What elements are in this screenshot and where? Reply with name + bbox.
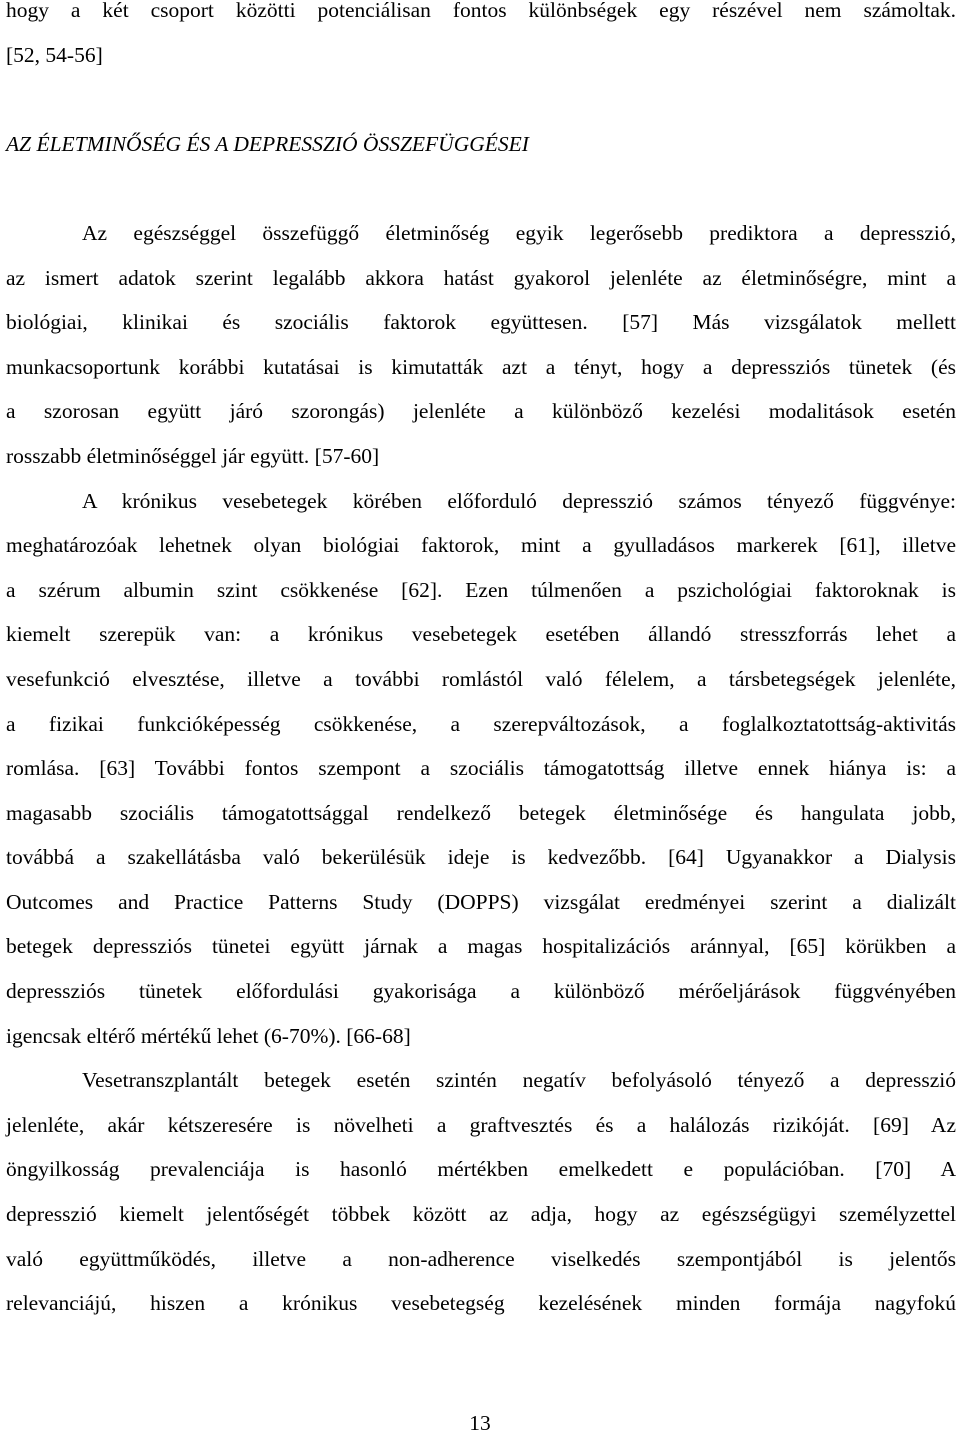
text-line: öngyilkosság prevalenciája is hasonló mértékben emelkedett e populációban. [70] A [6,1157,956,1182]
paragraph-chronic-kidney-depression [6,479,956,1059]
text-line: hogy a két csoport közötti potenciálisan fontos különbségek egy részével nem számoltak. [6,0,956,22]
text-line: a szorosan együtt járó szorongás) jelenléte a különböző kezelési modalitások esetén [6,399,956,424]
text-line: betegek depressziós tünetei együtt járnak a magas hospitalizációs aránnyal, [65] körükben a [6,934,956,959]
text-line: továbbá a szakellátásba való bekerülésük ideje is kedvezőbb. [64] Ugyanakkor a Dialysis [6,845,956,870]
text-line: Outcomes and Practice Patterns Study (DOPPS) vizsgálat eredményei szerint a dializált [6,889,956,914]
page-number: 13 [469,1411,491,1435]
text-line: való együttműködés, illetve a non-adherence viselkedés szempontjából is jelentős [6,1246,956,1271]
text-line: munkacsoportunk korábbi kutatásai is kimutatták azt a tényt, hogy a depressziós tünetek (és [6,354,956,379]
text-line: relevanciájú, hiszen a krónikus vesebetegség kezelésének minden formája nagyfokú [6,1291,956,1316]
text-line: a fizikai funkcióképesség csökkenése, a szerepváltozások, a foglalkoztatottság-aktivitás [6,711,956,736]
text-line: igencsak eltérő mértékű lehet (6-70%). [66-68] [6,1023,411,1048]
text-line: a szérum albumin szint csökkenése [62]. Ezen túlmenően a pszichológiai faktoroknak is [6,577,956,602]
text-line: kiemelt szerepük van: a krónikus vesebetegek esetében állandó stresszforrás lehet a [6,622,956,647]
text-line: rosszabb életminőséggel jár együtt. [57-60] [6,443,380,468]
text-line: magasabb szociális támogatottsággal rendelkező betegek életminősége és hangulata jobb, [6,800,956,825]
text-line: az ismert adatok szerint legalább akkora hatást gyakorol jelenléte az életminőségre, mint a [6,265,956,290]
text-line: Az egészséggel összefüggő életminőség egyik legerősebb prediktora a depresszió, [82,220,956,245]
text-line: vesefunkció elvesztése, illetve a további romlástól való félelem, a társbetegségek jelenléte, [6,666,956,691]
text-line: Vesetranszplantált betegek esetén szintén negatív befolyásoló tényező a depresszió [82,1068,956,1093]
section-heading: AZ ÉLETMINŐSÉG ÉS A DEPRESSZIÓ ÖSSZEFÜGGÉSEI [6,131,529,156]
opening-paragraph [6,0,956,77]
text-line: [52, 54-56] [6,42,103,67]
text-line: biológiai, klinikai és szociális faktorok együttesen. [57] Más vizsgálatok mellett [6,310,956,335]
text-line: meghatározóak lehetnek olyan biológiai faktorok, mint a gyulladásos markerek [61], illetve [6,533,956,558]
text-line: A krónikus vesebetegek körében előforduló depresszió számos tényező függvénye: [82,488,956,513]
paragraph-transplant-depression [6,1058,956,1326]
text-line: romlása. [63] További fontos szempont a szociális támogatottság illetve ennek hiánya is: a [6,756,956,781]
document-page [6,0,956,1326]
text-line: depressziós tünetek előfordulási gyakorisága a különböző mérőeljárások függvényében [6,979,956,1004]
paragraph-life-quality-depression [6,211,956,479]
text-line: jelenléte, akár kétszeresére is növelheti a graftvesztés és a halálozás rizikóját. [69] Az [6,1112,956,1137]
text-line: depresszió kiemelt jelentőségét többek között az adja, hogy az egészségügyi személyzettel [6,1202,956,1227]
